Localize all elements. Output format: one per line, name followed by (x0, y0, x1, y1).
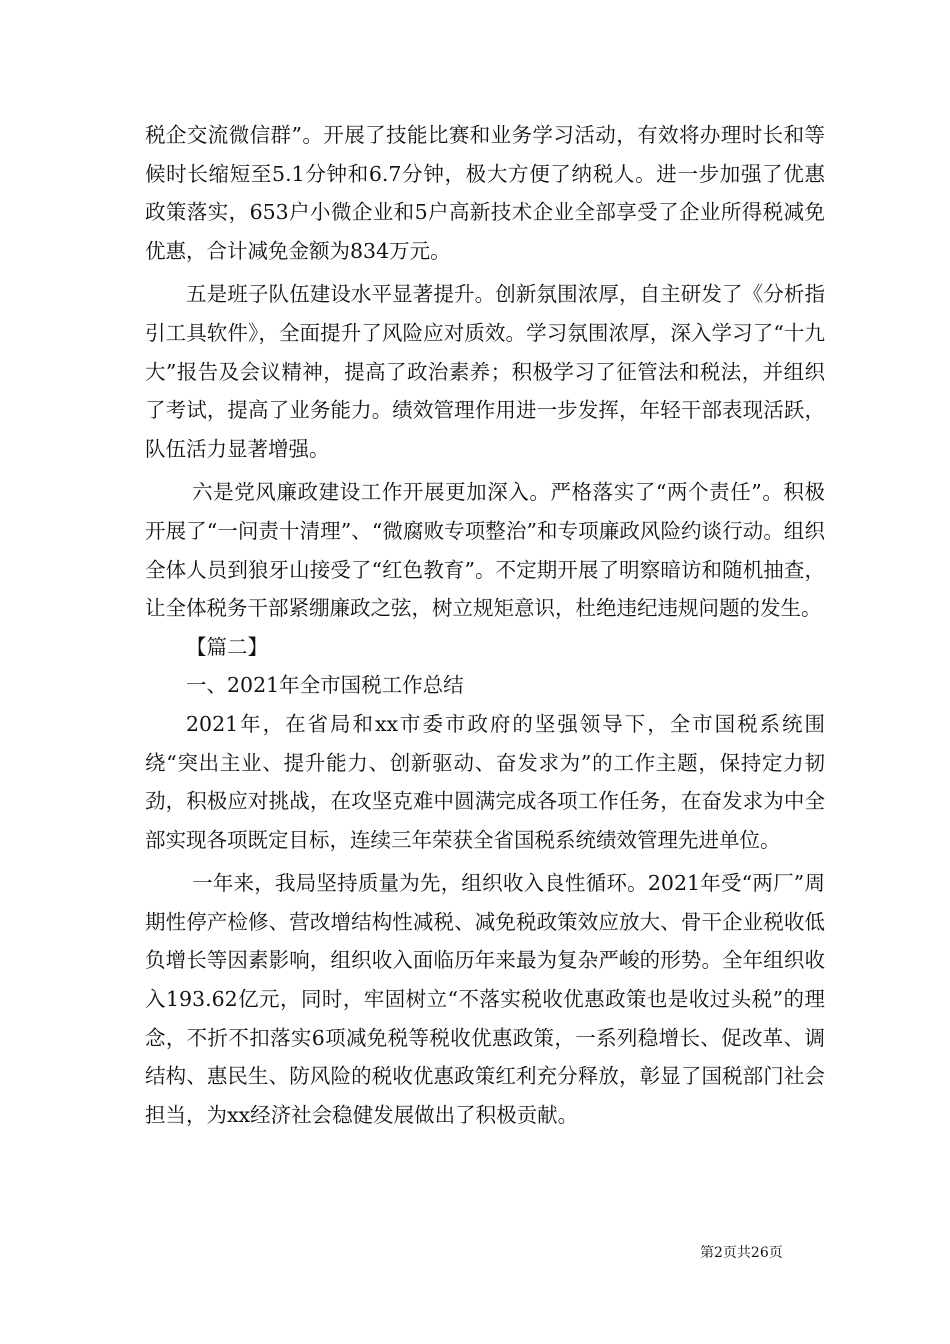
paragraph-1: 税企交流微信群”。开展了技能比赛和业务学习活动，有效将办理时长和等候时长缩短至5.1分钟和6.7分钟，极大方便了纳税人。进一步加强了优惠政策落实，653户小微企业和5户高新技术企业全部享受了企业所得税减免优惠，合计减免金额为834万元。 (145, 123, 825, 263)
paragraph-5: 一年来，我局坚持质量为先，组织收入良性循环。2021年受“两厂”周期性停产检修、营改增结构性减税、减免税政策效应放大、骨干企业税收低负增长等因素影响，组织收入面临历年来最为复杂严峻的形势。全年组织收入193.62亿元，同时，牢固树立“不落实税收优惠政策也是收过头税”的理念，不折不扣落实6项减免税等税收优惠政策，一系列稳增长、促改革、调结构、惠民生、防风险的税收优惠政策红利充分释放，彰显了国税部门社会担当，为xx经济社会稳健发展做出了积极贡献。 (145, 871, 825, 1127)
subsection-heading: 一、2021年全市国税工作总结 (186, 673, 464, 698)
document-body (145, 116, 825, 1134)
paragraph-3: 六是党风廉政建设工作开展更加深入。严格落实了“两个责任”。积极开展了“一问责十清理”、“微腐败专项整治”和专项廉政风险约谈行动。组织全体人员到狼牙山接受了“红色教育”。不定期开展了明察暗访和随机抽查，让全体税务干部紧绷廉政之弦，树立规矩意识，杜绝违纪违规问题的发生。 (145, 480, 825, 621)
page-indicator: 第2页共26页 (700, 1245, 783, 1261)
paragraph-4: 2021年，在省局和xx市委市政府的坚强领导下，全市国税系统围绕“突出主业、提升能力、创新驱动、奋发求为”的工作主题，保持定力韧劲，积极应对挑战，在攻坚克难中圆满完成各项工作任务，在奋发求为中全部实现各项既定目标，连续三年荣获全省国税系统绩效管理先进单位。 (145, 711, 825, 852)
paragraph-2: 五是班子队伍建设水平显著提升。创新氛围浓厚，自主研发了《分析指引工具软件》，全面提升了风险应对质效。学习氛围浓厚，深入学习了“十九大”报告及会议精神，提高了政治素养；积极学习了征管法和税法，并组织了考试，提高了业务能力。绩效管理作用进一步发挥，年轻干部表现活跃，队伍活力显著增强。 (145, 282, 825, 461)
section-heading: 【篇二】 (186, 634, 268, 659)
